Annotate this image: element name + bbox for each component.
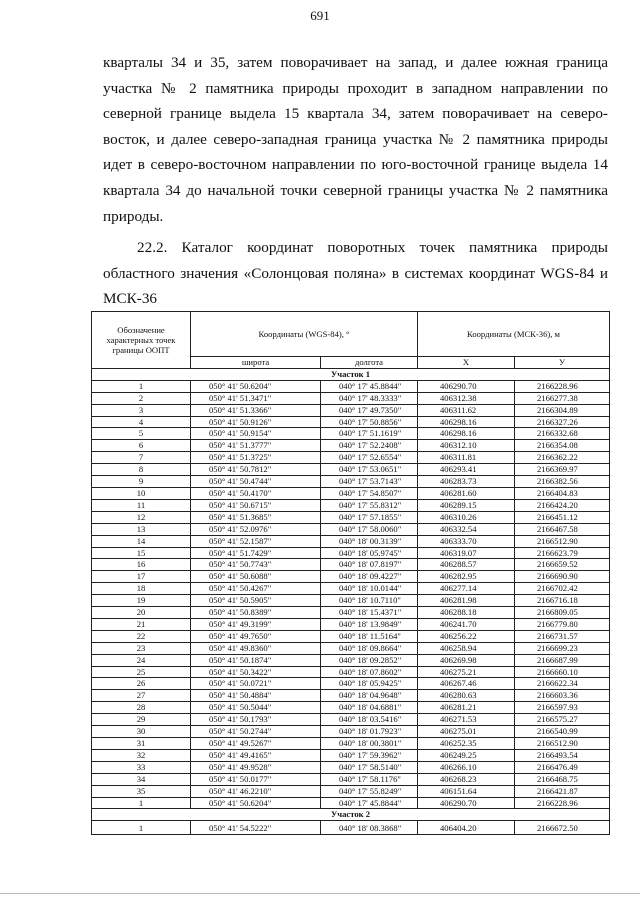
latitude-cell: 050° 41' 49.3199" [191,618,321,630]
header-latitude: широта [191,357,321,369]
x-cell: 406252.35 [418,738,515,750]
y-cell: 2166362.22 [515,452,610,464]
table-row [92,440,610,452]
y-cell: 2166451.12 [515,511,610,523]
y-cell: 2166493.54 [515,749,610,761]
latitude-cell: 050° 41' 54.5222" [191,821,321,835]
point-number: 7 [92,452,191,464]
table-row [92,785,610,797]
x-cell: 406290.70 [418,797,515,809]
y-cell: 2166809.05 [515,607,610,619]
x-cell: 406283.73 [418,476,515,488]
x-cell: 406281.21 [418,702,515,714]
y-cell: 2166702.42 [515,583,610,595]
table-row [92,749,610,761]
latitude-cell: 050° 41' 50.7743" [191,559,321,571]
longitude-cell: 040° 17' 45.8844" [321,797,418,809]
table-row [92,476,610,488]
longitude-cell: 040° 18' 10.0144" [321,583,418,595]
y-cell: 2166404.83 [515,487,610,499]
latitude-cell: 050° 41' 51.3725" [191,452,321,464]
paragraph-catalog-heading: 22.2. Каталог координат поворотных точек памятника природы областного значения «Солонцовая поляна» в системах координат WGS-84 и МСК-36 [103,239,608,308]
point-number: 24 [92,654,191,666]
latitude-cell: 050° 41' 51.7429" [191,547,321,559]
longitude-cell: 040° 18' 00.3801" [321,738,418,750]
table-row [92,761,610,773]
x-cell: 406266.10 [418,761,515,773]
x-cell: 406311.81 [418,452,515,464]
x-cell: 406298.16 [418,416,515,428]
longitude-cell: 040° 18' 15.4371" [321,607,418,619]
point-number: 29 [92,714,191,726]
point-number: 10 [92,487,191,499]
longitude-cell: 040° 18' 10.7110" [321,595,418,607]
point-number: 1 [92,821,191,835]
table-row [92,416,610,428]
y-cell: 2166369.97 [515,464,610,476]
y-cell: 2166699.23 [515,642,610,654]
x-cell: 406258.94 [418,642,515,654]
latitude-cell: 050° 41' 50.9154" [191,428,321,440]
point-number: 34 [92,773,191,785]
longitude-cell: 040° 18' 03.5416" [321,714,418,726]
longitude-cell: 040° 17' 45.8844" [321,380,418,392]
longitude-cell: 040° 17' 53.0651" [321,464,418,476]
point-number: 8 [92,464,191,476]
table-row [92,392,610,404]
y-cell: 2166597.93 [515,702,610,714]
x-cell: 406256.22 [418,630,515,642]
y-cell: 2166540.99 [515,726,610,738]
latitude-cell: 050° 41' 50.2744" [191,726,321,738]
latitude-cell: 050° 41' 50.9126" [191,416,321,428]
longitude-cell: 040° 18' 00.3139" [321,535,418,547]
longitude-cell: 040° 17' 53.7143" [321,476,418,488]
x-cell: 406249.25 [418,749,515,761]
footer-divider [0,893,640,894]
longitude-cell: 040° 18' 08.3868" [321,821,418,835]
latitude-cell: 050° 41' 50.1874" [191,654,321,666]
page-number: 691 [310,8,330,23]
latitude-cell: 050° 41' 50.8389" [191,607,321,619]
longitude-cell: 040° 18' 05.9425" [321,678,418,690]
latitude-cell: 050° 41' 50.6715" [191,499,321,511]
longitude-cell: 040° 18' 09.8664" [321,642,418,654]
x-cell: 406319.07 [418,547,515,559]
latitude-cell: 050° 41' 52.1587" [191,535,321,547]
coordinates-table-body [92,368,610,834]
longitude-cell: 040° 17' 54.8507" [321,487,418,499]
table-row [92,738,610,750]
latitude-cell: 050° 41' 50.5044" [191,702,321,714]
longitude-cell: 040° 17' 59.3962" [321,749,418,761]
table-row [92,702,610,714]
y-cell: 2166690.90 [515,571,610,583]
latitude-cell: 050° 41' 51.3471" [191,392,321,404]
table-row [92,428,610,440]
x-cell: 406267.46 [418,678,515,690]
y-cell: 2166424.20 [515,499,610,511]
latitude-cell: 050° 41' 46.2210" [191,785,321,797]
point-number: 19 [92,595,191,607]
x-cell: 406311.62 [418,404,515,416]
point-number: 21 [92,618,191,630]
latitude-cell: 050° 41' 49.4165" [191,749,321,761]
longitude-cell: 040° 17' 58.0060" [321,523,418,535]
section-title: Участок 2 [92,809,610,821]
y-cell: 2166468.75 [515,773,610,785]
latitude-cell: 050° 41' 49.8360" [191,642,321,654]
y-cell: 2166672.50 [515,821,610,835]
y-cell: 2166623.79 [515,547,610,559]
point-number: 11 [92,499,191,511]
point-number: 25 [92,666,191,678]
x-cell: 406275.21 [418,666,515,678]
latitude-cell: 050° 41' 49.5267" [191,738,321,750]
y-cell: 2166687.99 [515,654,610,666]
x-cell: 406312.10 [418,440,515,452]
y-cell: 2166512.90 [515,535,610,547]
latitude-cell: 050° 41' 50.4267" [191,583,321,595]
x-cell: 406269.98 [418,654,515,666]
longitude-cell: 040° 17' 58.1176" [321,773,418,785]
y-cell: 2166421.87 [515,785,610,797]
longitude-cell: 040° 18' 01.7923" [321,726,418,738]
point-number: 22 [92,630,191,642]
x-cell: 406281.98 [418,595,515,607]
point-number: 13 [92,523,191,535]
y-cell: 2166382.56 [515,476,610,488]
longitude-cell: 040° 18' 09.4227" [321,571,418,583]
body-text [103,50,608,312]
x-cell: 406289.15 [418,499,515,511]
latitude-cell: 050° 41' 51.3685" [191,511,321,523]
latitude-cell: 050° 41' 50.6204" [191,380,321,392]
table-row [92,583,610,595]
x-cell: 406332.54 [418,523,515,535]
point-number: 6 [92,440,191,452]
x-cell: 406288.18 [418,607,515,619]
longitude-cell: 040° 18' 05.9745" [321,547,418,559]
latitude-cell: 050° 41' 50.0177" [191,773,321,785]
longitude-cell: 040° 18' 07.8602" [321,666,418,678]
x-cell: 406298.16 [418,428,515,440]
y-cell: 2166354.08 [515,440,610,452]
longitude-cell: 040° 17' 49.7350" [321,404,418,416]
table-row [92,404,610,416]
y-cell: 2166779.80 [515,618,610,630]
table-row [92,487,610,499]
header-longitude: долгота [321,357,418,369]
paragraph-boundary-description: кварталы 34 и 35, затем поворачивает на запад, и далее южная граница участка № 2 памятника природы проходит в западном направлении по северной границе выдела 15 квартала 34, затем поворачивает на северо-восток, и далее северо-западная граница участка № 2 памятника природы идет в северо-восточном направлении по юго-восточной границе выдела 14 квартала 34 до начальной точки северной границы участка № 2 памятника природы. [103,54,608,225]
table-row [92,559,610,571]
table-row [92,821,610,835]
y-cell: 2166716.18 [515,595,610,607]
table-row [92,642,610,654]
longitude-cell: 040° 18' 11.5164" [321,630,418,642]
point-number: 12 [92,511,191,523]
point-number: 32 [92,749,191,761]
y-cell: 2166659.52 [515,559,610,571]
longitude-cell: 040° 17' 57.1855" [321,511,418,523]
x-cell: 406277.14 [418,583,515,595]
y-cell: 2166228.96 [515,797,610,809]
header-wgs84: Координаты (WGS-84), ° [191,312,418,357]
table-row [92,714,610,726]
point-number: 28 [92,702,191,714]
longitude-cell: 040° 17' 58.5140" [321,761,418,773]
table-row [92,380,610,392]
longitude-cell: 040° 17' 51.1619" [321,428,418,440]
x-cell: 406282.95 [418,571,515,583]
table-row [92,666,610,678]
longitude-cell: 040° 17' 52.6554" [321,452,418,464]
table-row [92,464,610,476]
table-row [92,571,610,583]
latitude-cell: 050° 41' 50.3422" [191,666,321,678]
x-cell: 406310.26 [418,511,515,523]
longitude-cell: 040° 18' 09.2852" [321,654,418,666]
latitude-cell: 050° 41' 50.5905" [191,595,321,607]
table-row [92,678,610,690]
x-cell: 406275.01 [418,726,515,738]
y-cell: 2166603.36 [515,690,610,702]
x-cell: 406151.64 [418,785,515,797]
point-number: 20 [92,607,191,619]
coordinates-table [91,311,610,835]
x-cell: 406288.57 [418,559,515,571]
latitude-cell: 050° 41' 52.0976" [191,523,321,535]
longitude-cell: 040° 17' 52.2408" [321,440,418,452]
latitude-cell: 050° 41' 51.3366" [191,404,321,416]
x-cell: 406312.38 [418,392,515,404]
table-row [92,618,610,630]
latitude-cell: 050° 41' 50.0721" [191,678,321,690]
x-cell: 406280.63 [418,690,515,702]
point-number: 15 [92,547,191,559]
table-row [92,690,610,702]
point-number: 26 [92,678,191,690]
longitude-cell: 040° 17' 55.8312" [321,499,418,511]
latitude-cell: 050° 41' 49.7650" [191,630,321,642]
longitude-cell: 040° 18' 13.9849" [321,618,418,630]
x-cell: 406271.53 [418,714,515,726]
y-cell: 2166332.68 [515,428,610,440]
table-row [92,511,610,523]
y-cell: 2166327.26 [515,416,610,428]
point-number: 23 [92,642,191,654]
point-number: 2 [92,392,191,404]
table-row [92,607,610,619]
y-cell: 2166476.49 [515,761,610,773]
table-row [92,547,610,559]
latitude-cell: 050° 41' 50.4170" [191,487,321,499]
x-cell: 406404.20 [418,821,515,835]
header-points: Обозначение характерных точек границы ООПТ [92,312,191,369]
latitude-cell: 050° 41' 50.4744" [191,476,321,488]
latitude-cell: 050° 41' 49.9528" [191,761,321,773]
y-cell: 2166304.89 [515,404,610,416]
point-number: 1 [92,797,191,809]
y-cell: 2166575.27 [515,714,610,726]
x-cell: 406281.60 [418,487,515,499]
table-row [92,499,610,511]
table-row [92,452,610,464]
longitude-cell: 040° 17' 50.8856" [321,416,418,428]
section-row [92,809,610,821]
longitude-cell: 040° 18' 04.6881" [321,702,418,714]
point-number: 3 [92,404,191,416]
point-number: 33 [92,761,191,773]
header-y: У [515,357,610,369]
x-cell: 406333.70 [418,535,515,547]
table-row [92,654,610,666]
latitude-cell: 050° 41' 51.3777" [191,440,321,452]
header-msk36: Координаты (МСК-36), м [418,312,610,357]
point-number: 18 [92,583,191,595]
x-cell: 406268.23 [418,773,515,785]
y-cell: 2166467.58 [515,523,610,535]
point-number: 4 [92,416,191,428]
table-row [92,726,610,738]
latitude-cell: 050° 41' 50.6088" [191,571,321,583]
x-cell: 406241.70 [418,618,515,630]
table-row [92,773,610,785]
table-row [92,535,610,547]
x-cell: 406293.41 [418,464,515,476]
y-cell: 2166660.10 [515,666,610,678]
longitude-cell: 040° 18' 04.9648" [321,690,418,702]
y-cell: 2166622.34 [515,678,610,690]
point-number: 35 [92,785,191,797]
section-row [92,368,610,380]
table-row [92,595,610,607]
y-cell: 2166731.57 [515,630,610,642]
latitude-cell: 050° 41' 50.4884" [191,690,321,702]
point-number: 1 [92,380,191,392]
point-number: 17 [92,571,191,583]
section-title: Участок 1 [92,368,610,380]
x-cell: 406290.70 [418,380,515,392]
point-number: 16 [92,559,191,571]
longitude-cell: 040° 17' 48.3333" [321,392,418,404]
longitude-cell: 040° 18' 07.8197" [321,559,418,571]
y-cell: 2166277.38 [515,392,610,404]
y-cell: 2166228.96 [515,380,610,392]
table-row [92,797,610,809]
point-number: 30 [92,726,191,738]
point-number: 14 [92,535,191,547]
header-x: X [418,357,515,369]
latitude-cell: 050° 41' 50.7812" [191,464,321,476]
latitude-cell: 050° 41' 50.6204" [191,797,321,809]
longitude-cell: 040° 17' 55.8249" [321,785,418,797]
point-number: 9 [92,476,191,488]
table-row [92,523,610,535]
y-cell: 2166512.90 [515,738,610,750]
point-number: 5 [92,428,191,440]
point-number: 27 [92,690,191,702]
table-row [92,630,610,642]
latitude-cell: 050° 41' 50.1793" [191,714,321,726]
point-number: 31 [92,738,191,750]
